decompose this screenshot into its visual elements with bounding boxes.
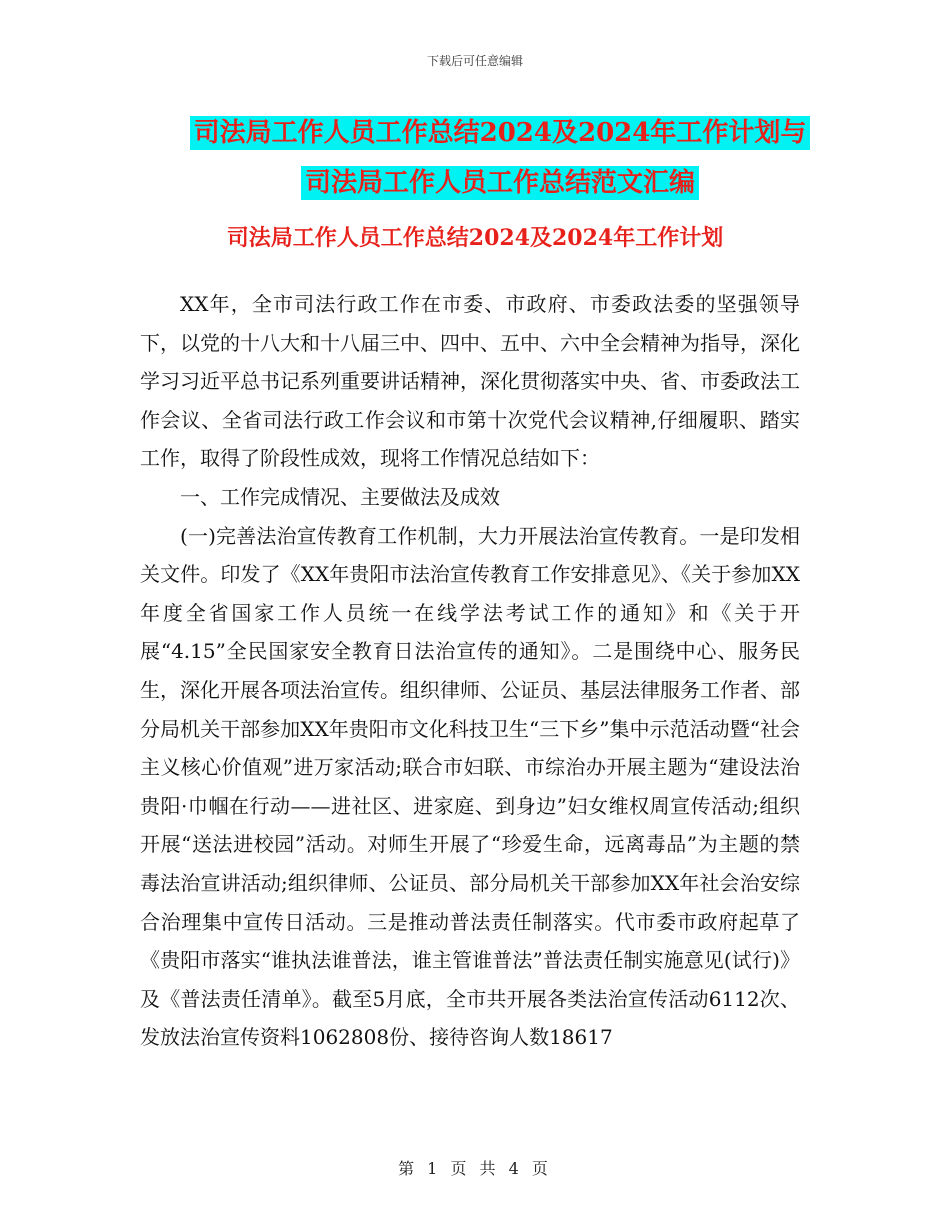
paragraph-section-1: (一)完善法治宣传教育工作机制，大力开展法治宣传教育。一是印发相关文件。印发了《XX年贵阳市法治宣传教育工作安排意见》、《关于参加XX年度全省国家工作人员统一在线学法考试工作的通知》和《关于开展“4.15”全民国家安全教育日法治宣传的通知》。二是围绕中心、服务民生，深化开展各项法治宣传。组织律师、公证员、基层法律服务工作者、部分局机关干部参加XX年贵阳市文化科技卫生“三下乡”集中示范活动暨“社会主义核心价值观”进万家活动;联合市妇联、市综治办开展主题为“建设法治贵阳·巾帼在行动——进社区、进家庭、到身边”妇女维权周宣传活动;组织开展“送法进校园”活动。对师生开展了“珍爱生命，远离毒品”为主题的禁毒法治宣讲活动;组织律师、公证员、部分局机关干部参加XX年社会治安综合治理集中宣传日活动。三是推动普法责任制落实。代市委市政府起草了《贵阳市落实“谁执法谁普法，谁主管谁普法”普法责任制实施意见(试行)》及《普法责任清单》。截至5月底，全市共开展各类法治宣传活动6112次、发放法治宣传资料1062808份、接待咨询人数18617	[140, 523, 800, 1050]
paragraph-heading-1: 一、工作完成情况、主要做法及成效	[180, 484, 500, 509]
page-number: 第 1 页 共 4 页	[398, 1159, 552, 1178]
page-header-note: 下载后可任意编辑	[426, 54, 523, 68]
section-title: 司法局工作人员工作总结2024及2024年工作计划	[226, 225, 724, 251]
document-title	[140, 108, 860, 208]
document-title-line-2: 司法局工作人员工作总结范文汇编	[301, 166, 699, 200]
document-body	[140, 285, 800, 1057]
document-title-line-1: 司法局工作人员工作总结2024及2024年工作计划与	[190, 116, 811, 150]
paragraph-intro: XX年，全市司法行政工作在市委、市政府、市委政法委的坚强领导下，以党的十八大和十八届三中、四中、五中、六中全会精神为指导，深化学习习近平总书记系列重要讲话精神，深化贯彻落实中央、省、市委政法工作会议、全省司法行政工作会议和市第十次党代会议精神,仔细履职、踏实工作，取得了阶段性成效，现将工作情况总结如下：	[140, 292, 800, 471]
